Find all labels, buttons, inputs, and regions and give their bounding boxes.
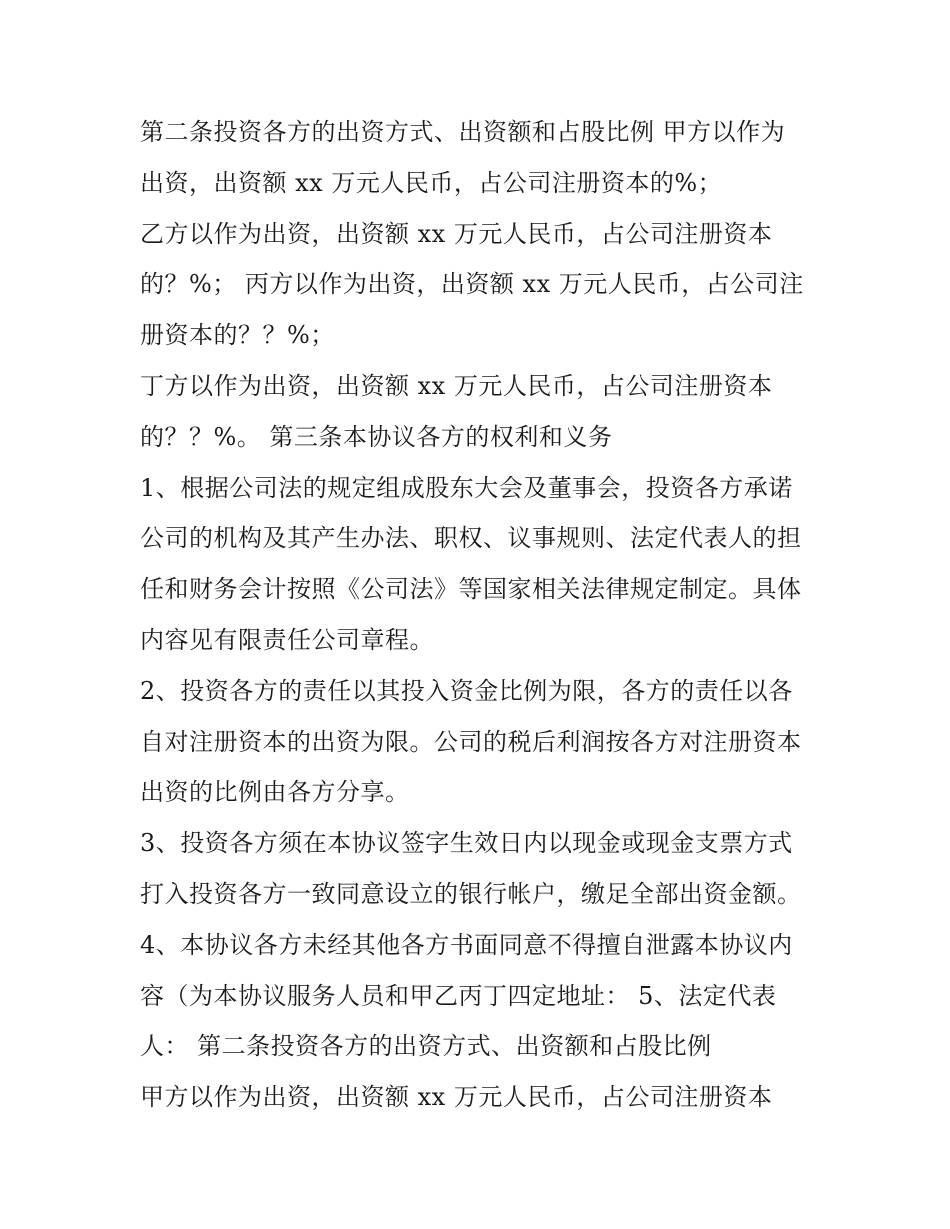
document-body bbox=[140, 107, 830, 1123]
text-line: 出资，出资额 xx 万元人民币，占公司注册资本的%； bbox=[140, 168, 723, 197]
text-line: 自对注册资本的出资为限。公司的税后利润按各方对注册资本 bbox=[140, 727, 802, 756]
text-line: 甲方以作为出资，出资额 xx 万元人民币，占公司注册资本 bbox=[140, 1083, 773, 1112]
text-line: 容（为本协议服务人员和甲乙丙丁四定地址： 5、法定代表 bbox=[140, 981, 777, 1010]
text-line: 任和财务会计按照《公司法》等国家相关法律规定制定。具体 bbox=[140, 575, 802, 604]
text-line: 乙方以作为出资，出资额 xx 万元人民币，占公司注册资本 bbox=[140, 219, 773, 248]
text-line: 打入投资各方一致同意设立的银行帐户，缴足全部出资金额。 bbox=[140, 879, 802, 908]
text-line: 公司的机构及其产生办法、职权、议事规则、法定代表人的担 bbox=[140, 524, 802, 553]
text-line: 出资的比例由各方分享。 bbox=[140, 778, 410, 807]
text-line: 内容见有限责任公司章程。 bbox=[140, 625, 434, 654]
text-line: 2、投资各方的责任以其投入资金比例为限，各方的责任以各 bbox=[140, 676, 793, 705]
text-line: 人： 第二条投资各方的出资方式、出资额和占股比例 bbox=[140, 1032, 712, 1061]
text-line: 册资本的？？%； bbox=[140, 321, 335, 350]
text-line: 的？%； 丙方以作为出资，出资额 xx 万元人民币，占公司注 bbox=[140, 270, 804, 299]
text-line: 丁方以作为出资，出资额 xx 万元人民币，占公司注册资本 bbox=[140, 371, 773, 400]
text-line: 的？？%。 第三条本协议各方的权利和义务 bbox=[140, 422, 613, 451]
text-line: 3、投资各方须在本协议签字生效日内以现金或现金支票方式 bbox=[140, 829, 793, 858]
text-line: 第二条投资各方的出资方式、出资额和占股比例 甲方以作为 bbox=[140, 118, 786, 146]
text-line: 1、根据公司法的规定组成股东大会及董事会，投资各方承诺 bbox=[140, 473, 793, 502]
text-line: 4、本协议各方未经其他各方书面同意不得擅自泄露本协议内 bbox=[140, 930, 793, 959]
